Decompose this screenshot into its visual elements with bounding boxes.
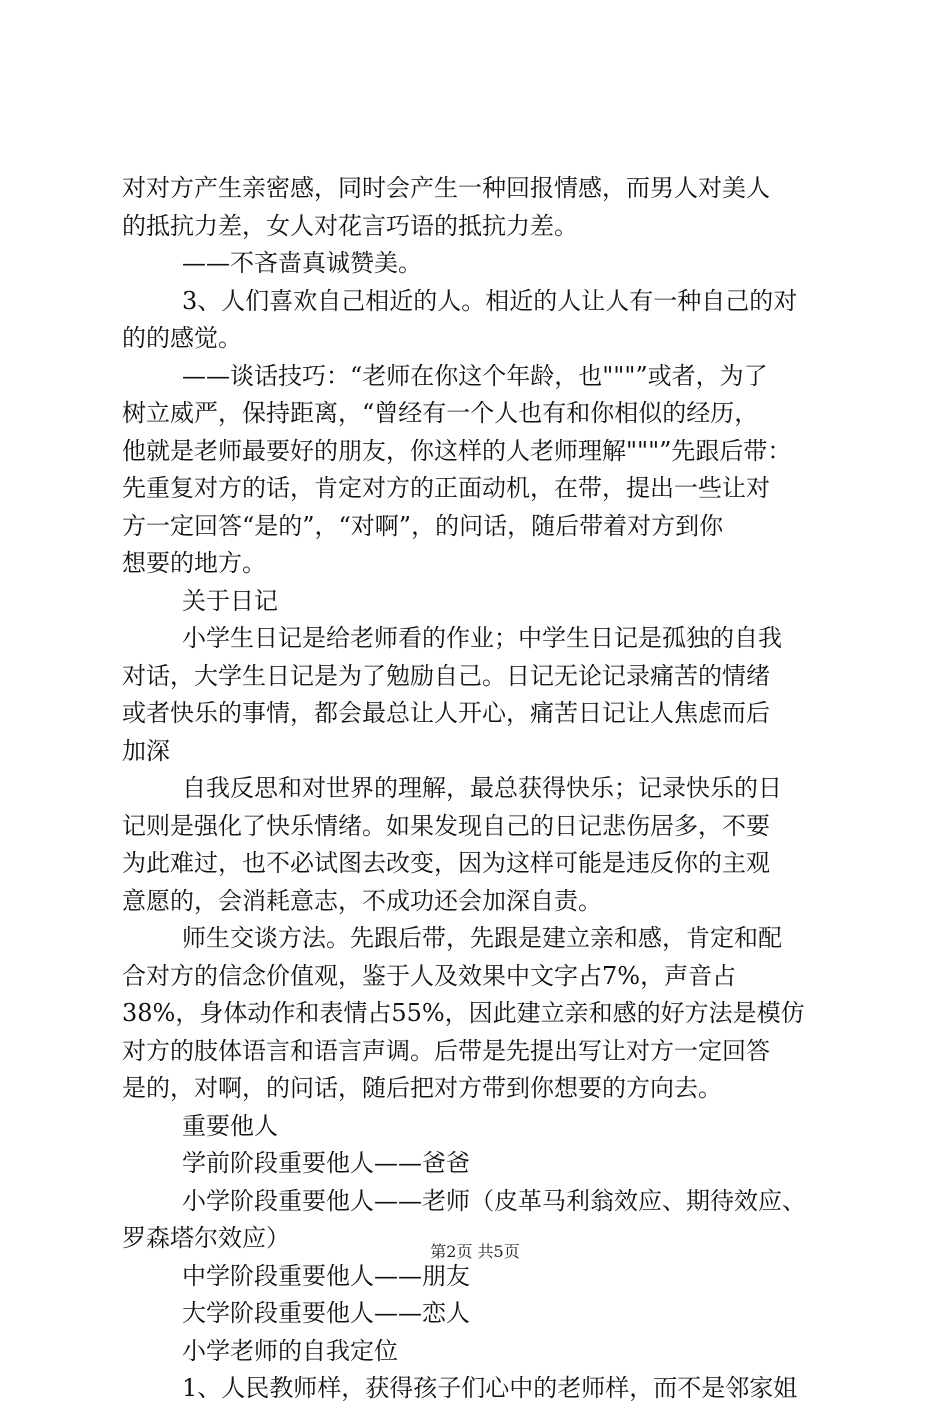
text-line: 对话，大学生日记是为了勉励自己。日记无论记录痛苦的情绪 [122,661,770,690]
text-line: 关于日记 [182,586,278,615]
text-line: 学前阶段重要他人——爸爸 [182,1149,470,1177]
text-line: 自我反思和对世界的理解，最总获得快乐；记录快乐的日 [182,774,782,802]
text-line: 想要的地方。 [122,549,266,577]
text-line: 方一定回答“是的”，“对啊”，的问话，随后带着对方到你 [122,511,724,540]
text-line: 加深 [122,736,170,765]
text-line: 小学生日记是给老师看的作业；中学生日记是孤独的自我 [182,624,782,652]
text-line: 小学老师的自我定位 [182,1336,398,1365]
text-line: 小学阶段重要他人——老师（皮革马利翁效应、期待效应、 [182,1186,806,1215]
text-line: 对对方产生亲密感，同时会产生一种回报情感，而男人对美人 [122,174,770,202]
text-line: 是的，对啊，的问话，随后把对方带到你想要的方向去。 [122,1074,722,1102]
text-line: 合对方的信念价值观，鉴于人及效果中文字占7%，声音占 [122,961,737,990]
text-line: 重要他人 [182,1111,278,1140]
text-line: 意愿的，会消耗意志，不成功还会加深自责。 [122,886,602,915]
text-line: 为此难过，也不必试图去改变，因为这样可能是违反你的主观 [122,849,770,877]
text-line: 大学阶段重要他人——恋人 [182,1299,470,1327]
text-line: ——谈话技巧：“老师在你这个年龄，也"""”或者，为了 [182,361,768,390]
text-line: 38%，身体动作和表情占55%，因此建立亲和感的好方法是模仿 [122,999,805,1027]
text-line: 罗森塔尔效应） [122,1224,290,1252]
text-line: 师生交谈方法。先跟后带，先跟是建立亲和感，肯定和配 [182,924,782,952]
text-line: 记则是强化了快乐情绪。如果发现自己的日记悲伤居多，不要 [122,811,770,840]
text-line: 先重复对方的话，肯定对方的正面动机，在带，提出一些让对 [122,474,770,502]
text-line: 他就是老师最要好的朋友，你这样的人老师理解"""”先跟后带： [122,436,792,465]
text-line: 对方的肢体语言和语言声调。后带是先提出写让对方一定回答 [122,1036,770,1065]
text-line: 1、人民教师样，获得孩子们心中的老师样，而不是邻家姐 [182,1374,798,1402]
text-line: 的抵抗力差，女人对花言巧语的抵抗力差。 [122,211,578,240]
text-line: 树立威严，保持距离，“曾经有一个人也有和你相似的经历， [122,399,759,427]
text-line: 中学阶段重要他人——朋友 [182,1261,470,1290]
text-line: 3、人们喜欢自己相近的人。相近的人让人有一种自己的对 [182,286,798,315]
text-line: ——不吝啬真诚赞美。 [182,249,422,277]
page-footer: 第2页 共5页 [430,1242,520,1261]
document-body [122,170,832,1408]
text-line: 或者快乐的事情，都会最总让人开心，痛苦日记让人焦虑而后 [122,699,770,727]
text-line: 的的感觉。 [122,324,242,352]
